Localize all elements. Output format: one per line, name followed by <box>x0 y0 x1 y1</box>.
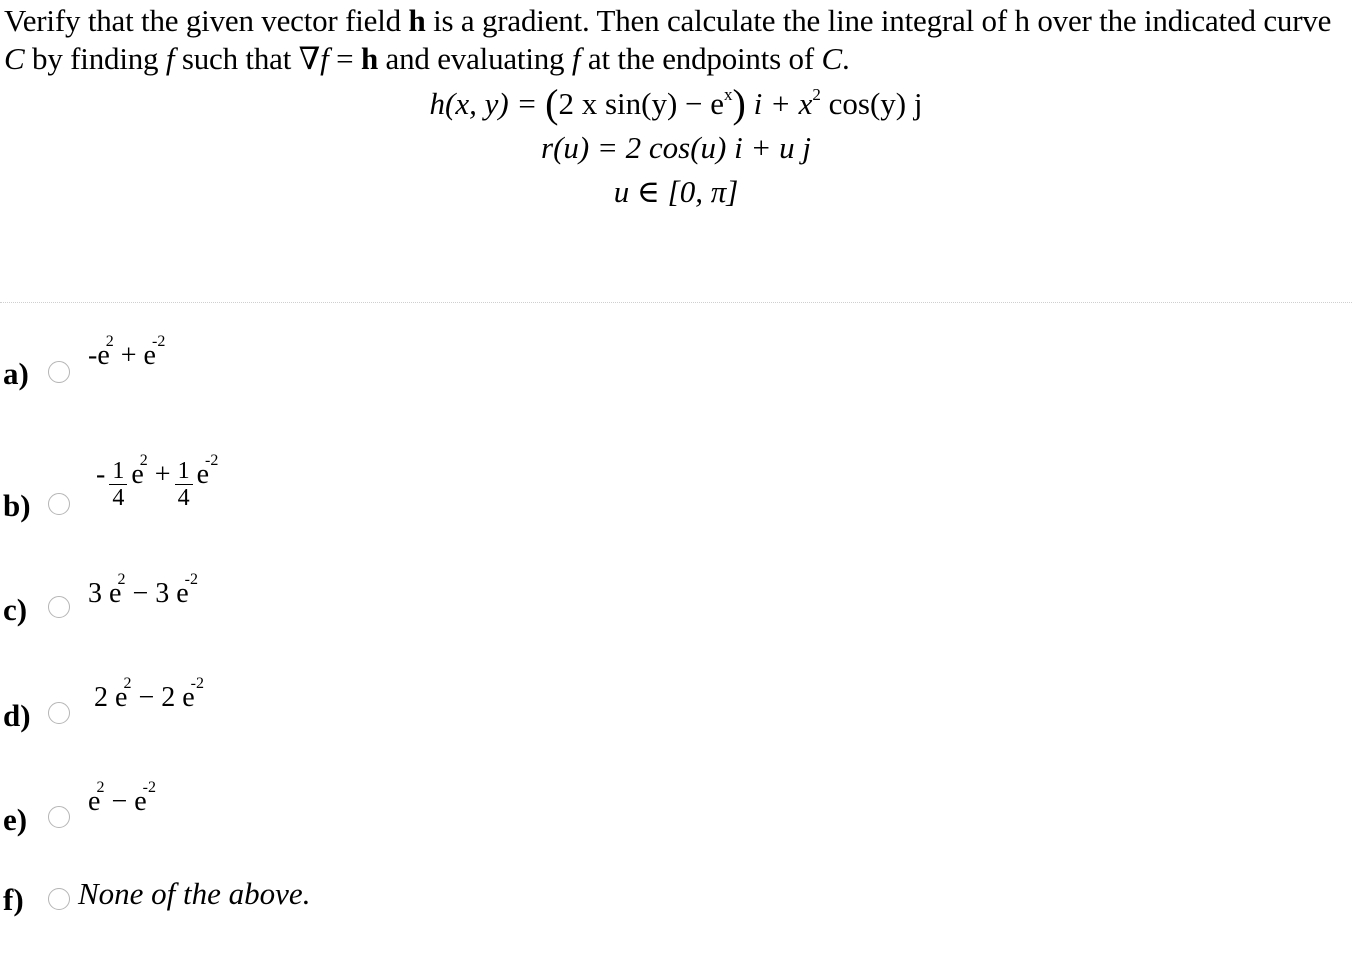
question-fragment: f <box>571 41 581 76</box>
option-expression <box>88 779 156 818</box>
expr-fragment: -2 <box>190 675 204 692</box>
expr-fragment: 2 e <box>94 682 128 713</box>
answer-option-b[interactable] <box>0 440 700 530</box>
question-text <box>4 2 1344 78</box>
option-expression <box>96 452 219 511</box>
expr-fragment: e <box>131 459 144 490</box>
eq-fragment: 2 x sin(y) − e <box>558 86 725 121</box>
question-fragment: and evaluating <box>377 41 572 76</box>
question-fragment: C <box>4 41 25 76</box>
eq-fragment: i + x <box>745 86 813 121</box>
radio-button-b[interactable] <box>48 493 70 515</box>
expr-fragment: -2 <box>151 333 166 350</box>
numerator: 1 <box>109 458 127 485</box>
expr-fragment: -2 <box>205 452 219 469</box>
expr-fragment: e <box>196 459 209 490</box>
none-of-the-above-label: None of the above. <box>78 876 311 911</box>
expr-fragment: e <box>88 786 101 817</box>
eq-fragment: ) <box>732 81 746 126</box>
denominator: 4 <box>112 485 125 511</box>
parameter-domain <box>0 170 1352 214</box>
expr-fragment: + <box>154 459 171 490</box>
expr-fragment: 2 <box>105 333 114 350</box>
answer-option-c[interactable] <box>0 568 700 658</box>
question-fragment: h <box>360 41 378 76</box>
answer-option-f[interactable] <box>0 866 700 956</box>
vector-field-equation <box>0 82 1352 126</box>
option-letter: b) <box>3 488 31 523</box>
expr-fragment: -e <box>88 340 110 371</box>
option-expression <box>94 675 204 714</box>
expr-fragment: + e <box>113 340 156 371</box>
option-letter: a) <box>3 356 29 391</box>
radio-button-a[interactable] <box>48 361 70 383</box>
question-fragment: such that ∇ <box>174 41 321 76</box>
eq-fragment: x <box>724 85 733 104</box>
expr-fragment: -2 <box>142 779 156 796</box>
answer-option-a[interactable] <box>0 330 700 420</box>
fraction <box>109 458 127 511</box>
eq-fragment: u ∈ [0, π] <box>613 174 739 209</box>
expr-fragment: 2 <box>123 675 132 692</box>
question-fragment: by finding <box>24 41 166 76</box>
question-fragment: . <box>842 41 850 76</box>
question-fragment: is a gradient. Then calculate the line integral of h over the indicated curve <box>425 3 1332 38</box>
expr-fragment: − 3 e <box>125 578 189 609</box>
eq-fragment: r(u) = 2 cos(u) i + u j <box>541 130 811 165</box>
question-fragment: f <box>165 41 175 76</box>
option-expression <box>88 333 166 372</box>
expr-fragment: − 2 e <box>131 682 195 713</box>
answer-option-d[interactable] <box>0 672 700 762</box>
radio-button-e[interactable] <box>48 806 70 828</box>
question-fragment: f <box>320 41 329 76</box>
option-letter: c) <box>3 592 28 627</box>
curve-equation <box>0 126 1352 170</box>
eq-fragment: ( <box>545 81 559 126</box>
eq-fragment: h(x, y) = <box>429 86 546 121</box>
expr-fragment: 2 <box>117 571 126 588</box>
expr-fragment: - <box>96 459 106 490</box>
question-fragment: = <box>328 41 361 76</box>
radio-button-d[interactable] <box>48 702 70 724</box>
eq-fragment: 2 <box>812 85 821 104</box>
divider <box>0 302 1352 303</box>
expr-fragment: − e <box>104 786 147 817</box>
equations-block <box>0 82 1352 214</box>
radio-button-f[interactable] <box>48 888 70 910</box>
option-letter: f) <box>3 882 24 917</box>
radio-button-c[interactable] <box>48 596 70 618</box>
question-fragment: at the endpoints of <box>580 41 822 76</box>
denominator: 4 <box>177 485 190 511</box>
question-fragment: h <box>408 3 426 38</box>
expr-fragment: -2 <box>184 571 198 588</box>
question-fragment: C <box>821 41 842 76</box>
fraction <box>175 458 193 511</box>
answer-option-e[interactable] <box>0 776 700 866</box>
question-fragment: Verify that the given vector field <box>4 3 409 38</box>
expr-fragment: 2 <box>96 779 105 796</box>
option-expression <box>88 571 198 610</box>
option-letter: e) <box>3 802 28 837</box>
option-letter: d) <box>3 698 31 733</box>
numerator: 1 <box>175 458 193 485</box>
expr-fragment: 2 <box>139 452 148 469</box>
expr-fragment: 3 e <box>88 578 122 609</box>
eq-fragment: cos(y) j <box>820 86 923 121</box>
